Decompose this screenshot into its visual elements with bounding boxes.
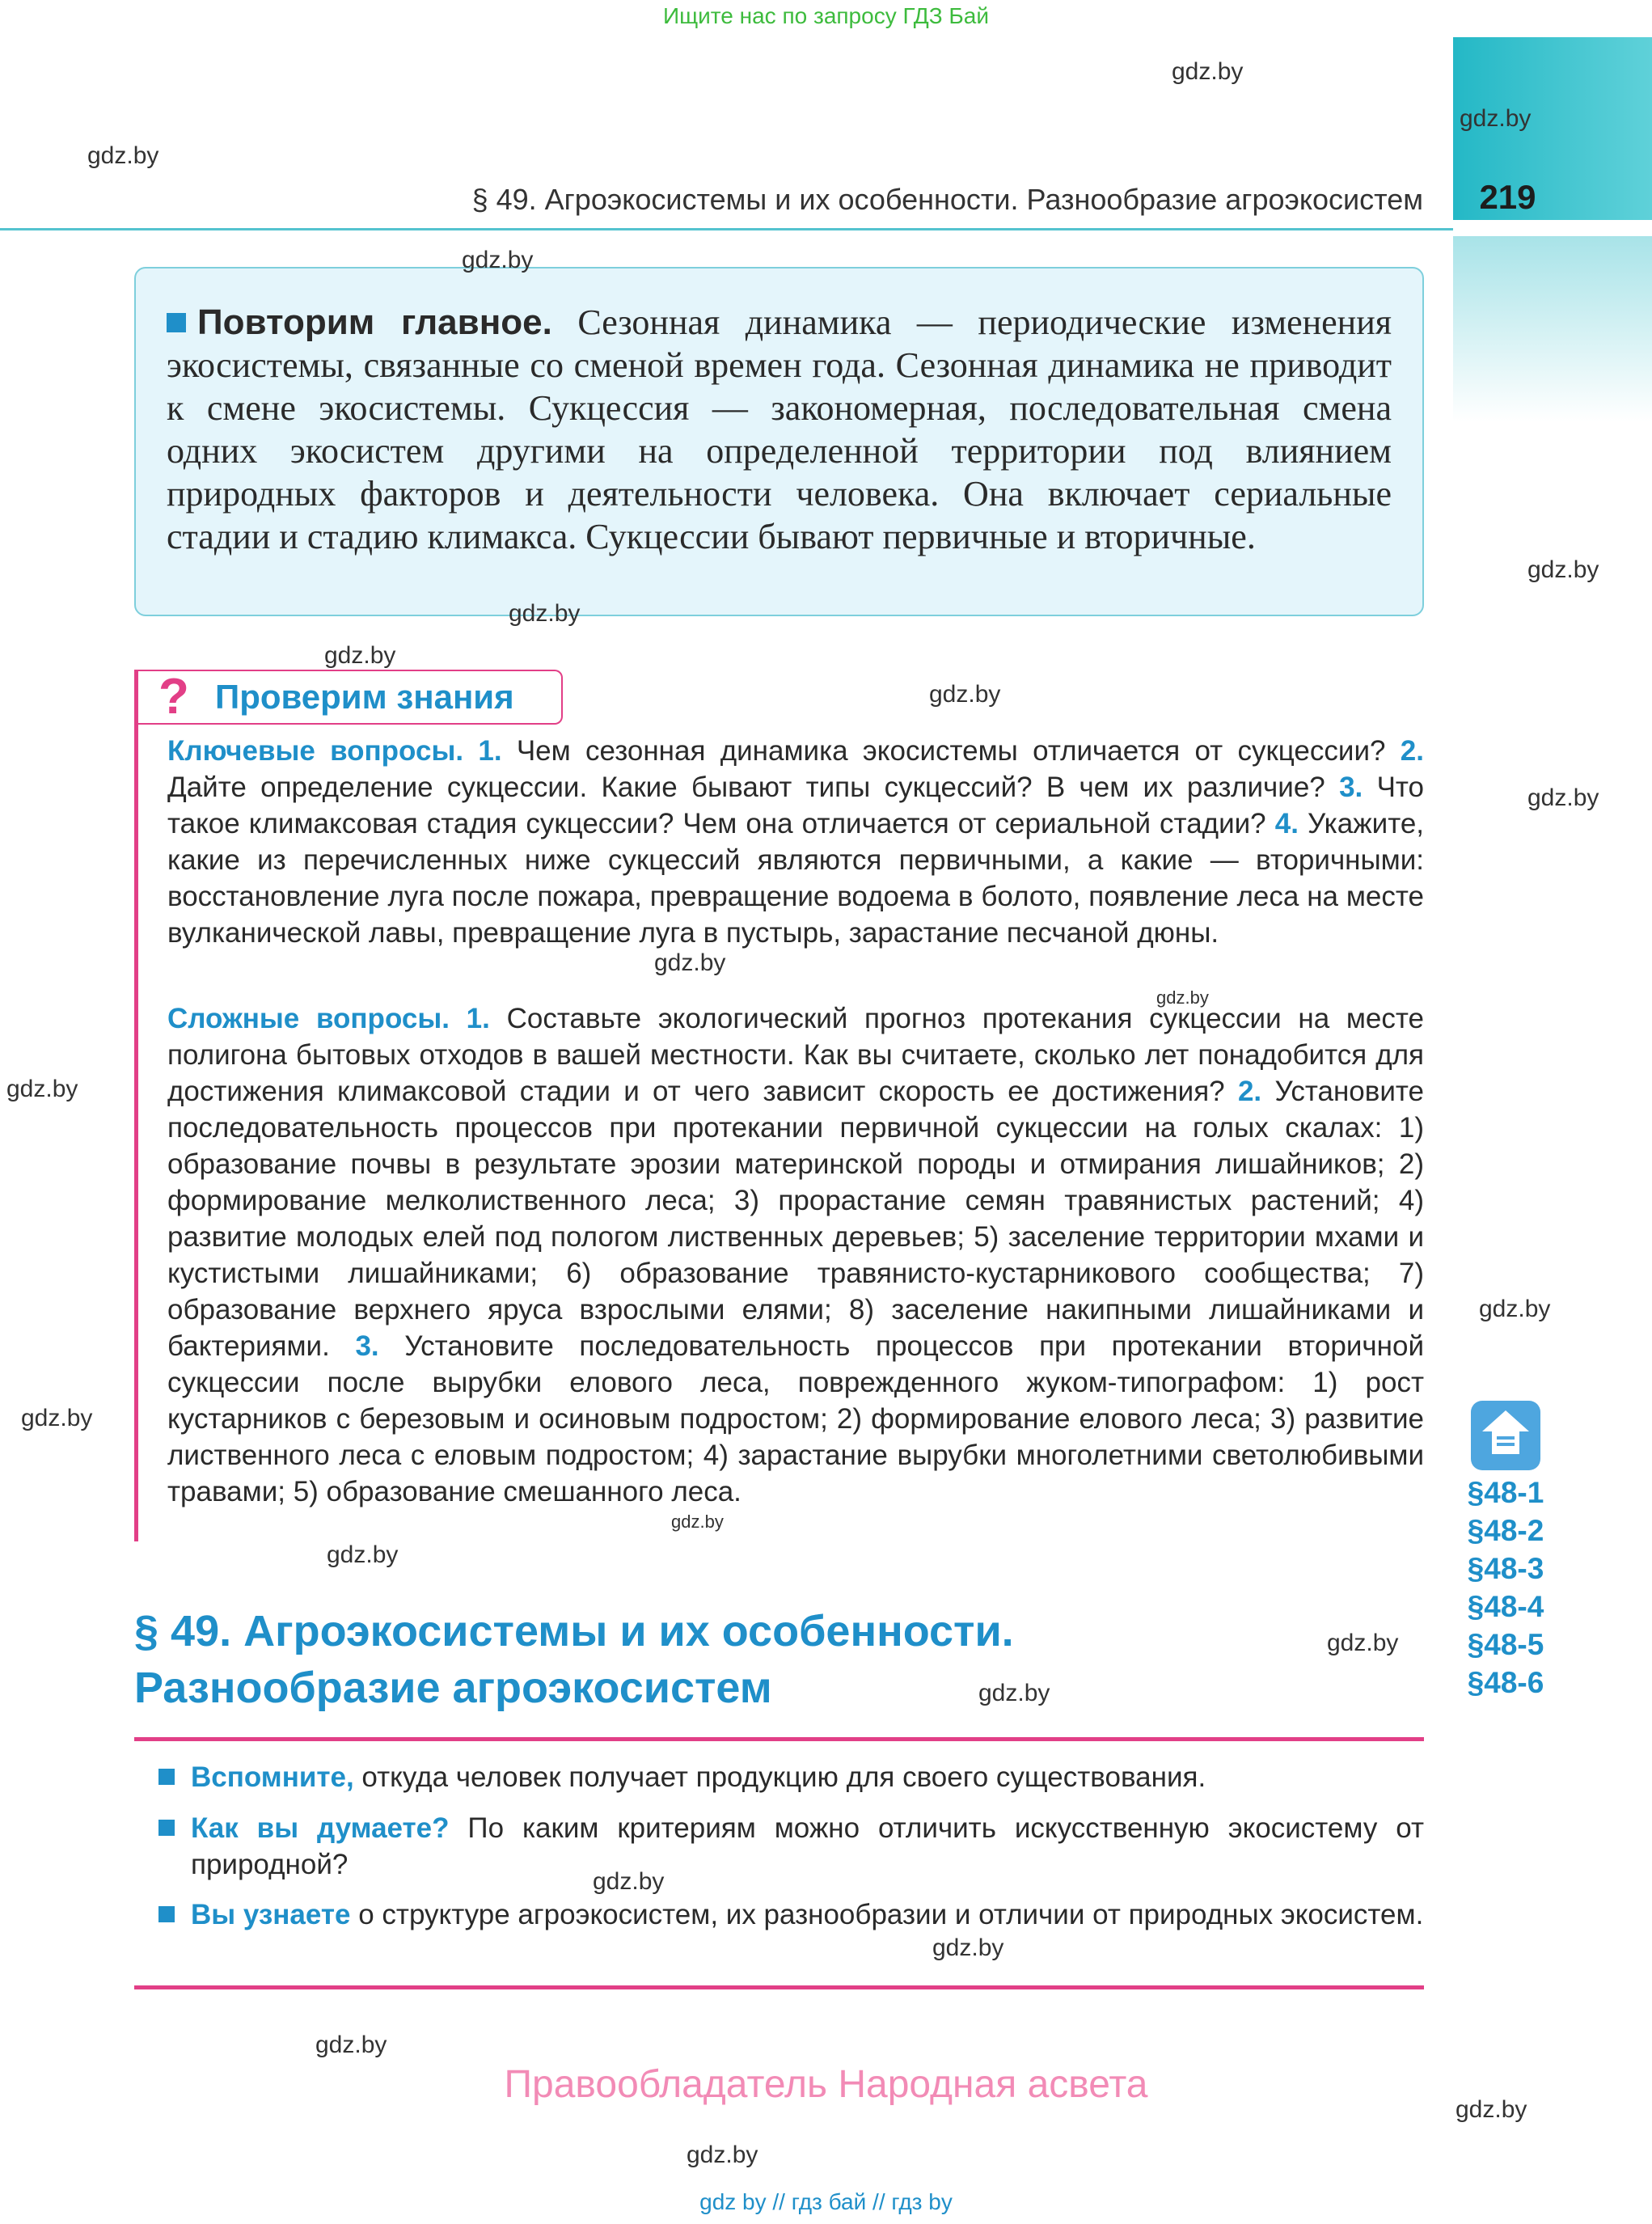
watermark: gdz.by — [654, 949, 726, 976]
question-number: 3. — [1339, 772, 1363, 803]
watermark: gdz.by — [1527, 784, 1599, 811]
watermark: gdz.by — [21, 1405, 93, 1431]
question-number: 1. — [478, 735, 502, 767]
page-number: 219 — [1479, 178, 1536, 216]
watermark: gdz.by — [1327, 1630, 1399, 1656]
question-number: 4. — [1274, 808, 1299, 839]
quiz-side-rule — [134, 725, 138, 1541]
section-link[interactable]: §48-2 — [1467, 1514, 1544, 1547]
review-text: Сезонная динамика — периодические изменения экосистемы, связанные со сменой времен года. Сезонная динамика не приводит к смене экосистемы. Сукцессия — закономерная, последовательная смена одних экосистем другими на определенной территории под влиянием природных факторов и деятельности человека. Она включает сериальные стадии и стадию климакса. Сукцессии бывают первичные и вторичные. — [167, 302, 1392, 556]
square-bullet-icon — [158, 1906, 175, 1922]
footer-links[interactable]: gdz by // гдз бай // гдз by — [699, 2189, 953, 2214]
question-text: Укажите, какие из перечисленных ниже сукцессий являются первичными, а какие — вторичными: восстановление луга после пожара, превращение водоема в болото, появление леса на месте вулканической лавы, превращение луга в пустырь, зарастание песчаной дюны. — [167, 808, 1425, 949]
complex-questions — [167, 1000, 1424, 1510]
square-bullet-icon — [158, 1769, 175, 1785]
watermark: gdz.by — [929, 681, 1001, 708]
question-text: Составьте экологический прогноз протекания сукцессии на месте полигона бытовых отходов в вашей местности. Как вы считаете, сколько лет понадобится для достижения климаксовой стадии и от чего зависит скорость ее достижения? — [167, 1003, 1424, 1107]
square-bullet-icon — [158, 1820, 175, 1836]
section-links — [1453, 1474, 1558, 1702]
watermark: gdz.by — [687, 2142, 758, 2168]
bullet-think — [158, 1810, 1424, 1883]
watermark-small: gdz.by — [671, 1512, 724, 1532]
review-box — [134, 267, 1424, 616]
question-text: Что такое климаксовая стадия сукцессии? Чем она отличается от сериальной стадии? — [167, 772, 1424, 839]
question-number: 2. — [1400, 735, 1424, 767]
key-questions-label: Ключевые вопросы. — [167, 735, 464, 767]
section-title-line2: Разнообразие агроэкосистем — [134, 1664, 772, 1712]
question-text: Чем сезонная динамика экосистемы отличается от сукцессии? — [516, 735, 1386, 767]
watermark: gdz.by — [462, 247, 534, 273]
question-text: Дайте определение сукцессии. Какие бывают типы сукцессий? В чем их различие? — [167, 772, 1325, 803]
question-number: 2. — [1237, 1076, 1262, 1107]
watermark: gdz.by — [1460, 105, 1532, 132]
bullet-lead: Вы узнаете — [191, 1899, 351, 1930]
watermark: gdz.by — [1527, 556, 1599, 583]
bullet-text: По каким критериям можно отличить искусственную экосистему от природной? — [191, 1812, 1424, 1880]
section-title-line1: § 49. Агроэкосистемы и их особенности. — [134, 1607, 1014, 1655]
header-divider — [0, 228, 1453, 230]
key-questions — [167, 733, 1424, 951]
section-link[interactable]: §48-6 — [1467, 1666, 1544, 1699]
question-number: 3. — [355, 1330, 379, 1362]
section-divider-top — [134, 1737, 1424, 1741]
section-divider-bottom — [134, 1985, 1424, 1989]
home-icon[interactable] — [1471, 1401, 1540, 1470]
copyright-notice: Правообладатель Народная асвета — [504, 2063, 1148, 2106]
watermark: gdz.by — [509, 600, 581, 627]
section-link[interactable]: §48-5 — [1467, 1628, 1544, 1661]
bullet-text: о структуре агроэкосистем, их разнообразии и отличии от природных экосистем. — [350, 1899, 1424, 1930]
bullet-remember — [158, 1759, 1424, 1795]
watermark: gdz.by — [324, 642, 396, 669]
watermark: gdz.by — [1479, 1296, 1551, 1322]
bullet-lead: Как вы думаете? — [191, 1812, 450, 1844]
watermark: gdz.by — [315, 2032, 387, 2058]
question-text: Установите последовательность процессов при протекании первичной сукцессии на голых скалах: 1) образование почвы в результате эрозии материнской породы и отмирания лишайников; 2) формирование мелколиственного леса; 3) прорастание семян травянистых растений; 4) развитие молодых елей под пологом лиственных деревьев; 5) заселение территории мхами и кустистыми лишайниками; 6) образование травянисто-кустарникового сообщества; 7) образование верхнего яруса взрослыми елями; 8) заселение накипными лишайниками и бактериями. — [167, 1076, 1424, 1362]
watermark: gdz.by — [87, 142, 159, 169]
section-link[interactable]: §48-3 — [1467, 1552, 1544, 1585]
watermark: gdz.by — [932, 1934, 1004, 1961]
complex-questions-label: Сложные вопросы. — [167, 1003, 450, 1034]
section-title — [134, 1603, 1428, 1716]
bullet-text: откуда человек получает продукцию для своего существования. — [353, 1761, 1206, 1793]
bullet-lead: Вспомните, — [191, 1761, 354, 1793]
watermark: gdz.by — [1172, 58, 1244, 85]
section-link[interactable]: §48-1 — [1467, 1476, 1544, 1509]
running-title: § 49. Агроэкосистемы и их особенности. Разнообразие агроэкосистем — [471, 183, 1423, 216]
watermark: gdz.by — [6, 1076, 78, 1102]
watermark: gdz.by — [1456, 2096, 1527, 2123]
question-text: Установите последовательность процессов при протекании вторичной сукцессии после вырубки елового леса, поврежденного жуком-типографом: 1) рост кустарников с березовым и осиновым подростом; 2) формирование елового леса; 3) развитие лиственного леса с еловым подростом; 4) зарастание вырубки многолетними светолюбивыми травами; 5) образование смешанного леса. — [167, 1330, 1424, 1507]
watermark: gdz.by — [593, 1868, 665, 1895]
watermark-small: gdz.by — [1156, 987, 1209, 1008]
review-title: Повторим главное. — [197, 302, 552, 342]
page-tab-fade — [1453, 236, 1652, 422]
top-notice: Ищите нас по запросу ГДЗ Бай — [662, 3, 990, 28]
question-number: 1. — [466, 1003, 490, 1034]
quiz-title: Проверим знания — [215, 678, 514, 716]
bullet-learn — [158, 1896, 1424, 1933]
question-mark-icon: ? — [158, 669, 189, 725]
square-bullet-icon — [167, 313, 186, 332]
watermark: gdz.by — [327, 1541, 399, 1568]
watermark: gdz.by — [978, 1680, 1050, 1706]
section-link[interactable]: §48-4 — [1467, 1590, 1544, 1623]
